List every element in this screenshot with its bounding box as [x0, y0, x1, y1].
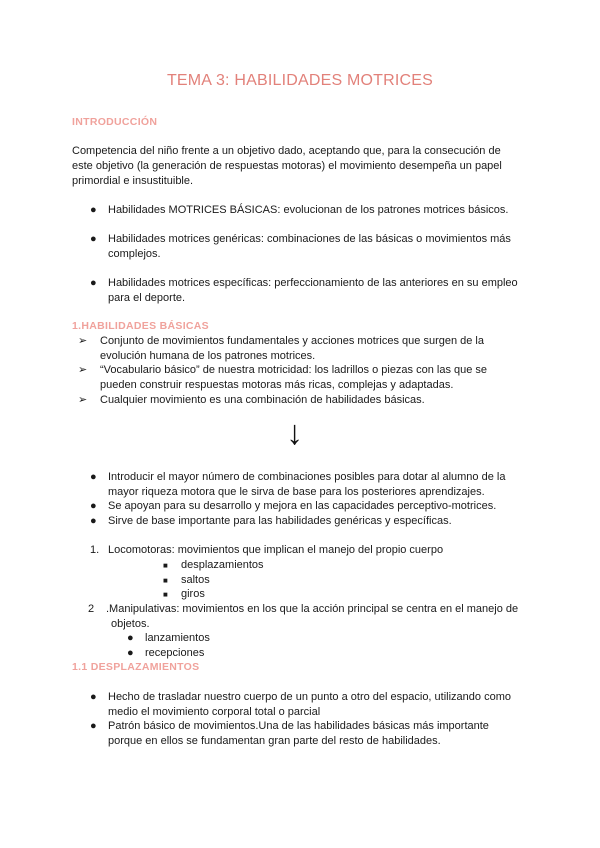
text-line: mayor riqueza motora que le sirva de base para los posteriores aprendizajes.: [108, 486, 485, 498]
text-line: porque en ellos se fundamentan gran parte del resto de habilidades.: [108, 735, 441, 747]
list-number: 1.: [90, 544, 100, 556]
bullet-icon: ●: [127, 647, 134, 659]
bullet-icon: ●: [90, 691, 97, 703]
text-line: recepciones: [145, 647, 205, 659]
intro-paragraph: [72, 144, 532, 189]
text-line: Habilidades MOTRICES BÁSICAS: evolucionan de los patrones motrices básicos.: [108, 204, 509, 216]
text-line: Se apoyan para su desarrollo y mejora en las capacidades perceptivo-motrices.: [108, 500, 497, 512]
text-line: Hecho de trasladar nuestro cuerpo de un punto a otro del espacio, utilizando como: [108, 691, 511, 703]
text-line: para el deporte.: [108, 292, 186, 304]
page-title: TEMA 3: HABILIDADES MOTRICES: [166, 72, 434, 89]
text-line: Sirve de base importante para las habilidades genéricas y específicas.: [108, 515, 452, 527]
list-number: 2: [88, 603, 95, 615]
down-arrow-icon: ↓: [286, 414, 303, 452]
text-line: primordial e insustituible.: [72, 175, 194, 187]
square-bullet-icon: ■: [163, 561, 168, 570]
bullet-icon: ●: [90, 277, 97, 289]
text-line: pueden construir respuestas motoras más ricas, complejas y adaptadas.: [100, 379, 454, 391]
arrowhead-bullet-icon: ➢: [78, 394, 88, 406]
text-line: Patrón básico de movimientos.Una de las habilidades básicas más importante: [108, 720, 489, 732]
text-line: evolución humana de los patrones motrices.: [100, 350, 316, 362]
bullet-icon: ●: [90, 515, 97, 527]
bullet-icon: ●: [90, 720, 97, 732]
square-bullet-icon: ■: [163, 576, 168, 585]
text-line: Introducir el mayor número de combinaciones posibles para dotar al alumno de la: [108, 471, 506, 483]
text-line: este objetivo (la generación de respuestas motoras) el movimiento desempeña un papel: [72, 160, 502, 172]
text-line: Conjunto de movimientos fundamentales y acciones motrices que surgen de la: [100, 335, 484, 347]
arrowhead-bullet-icon: ➢: [78, 335, 88, 347]
text-line: saltos: [181, 574, 210, 586]
text-line: Locomotoras: movimientos que implican el manejo del propio cuerpo: [108, 544, 444, 556]
text-line: Habilidades motrices genéricas: combinaciones de las básicas o movimientos más: [108, 233, 511, 245]
text-line: .Manipulativas: movimientos en los que la acción principal se centra en el manejo de: [106, 603, 519, 615]
text-line: Competencia del niño frente a un objetivo dado, aceptando que, para la consecución de: [72, 145, 501, 157]
bullet-icon: ●: [90, 500, 97, 512]
text-line: objetos.: [111, 618, 150, 630]
text-line: “Vocabulario básico” de nuestra motricidad: los ladrillos o piezas con las que se: [100, 364, 488, 376]
text-line: medio el movimiento corporal total o parcial: [108, 706, 321, 718]
section-heading-desplazamientos: 1.1 DESPLAZAMIENTOS: [72, 661, 200, 673]
bullet-icon: ●: [127, 632, 134, 644]
bullet-icon: ●: [90, 233, 97, 245]
bullet-icon: ●: [90, 204, 97, 216]
section-heading-introduccion: INTRODUCCIÓN: [72, 116, 158, 128]
section-heading-habilidades-basicas: 1.HABILIDADES BÁSICAS: [72, 320, 209, 332]
text-line: giros: [181, 588, 205, 600]
arrowhead-bullet-icon: ➢: [78, 364, 88, 376]
text-line: Cualquier movimiento es una combinación de habilidades básicas.: [100, 394, 425, 406]
square-bullet-icon: ■: [163, 590, 168, 599]
text-line: lanzamientos: [145, 632, 210, 644]
text-line: Habilidades motrices específicas: perfeccionamiento de las anteriores en su empleo: [108, 277, 518, 289]
text-line: complejos.: [108, 248, 161, 260]
bullet-icon: ●: [90, 471, 97, 483]
text-line: desplazamientos: [181, 559, 264, 571]
